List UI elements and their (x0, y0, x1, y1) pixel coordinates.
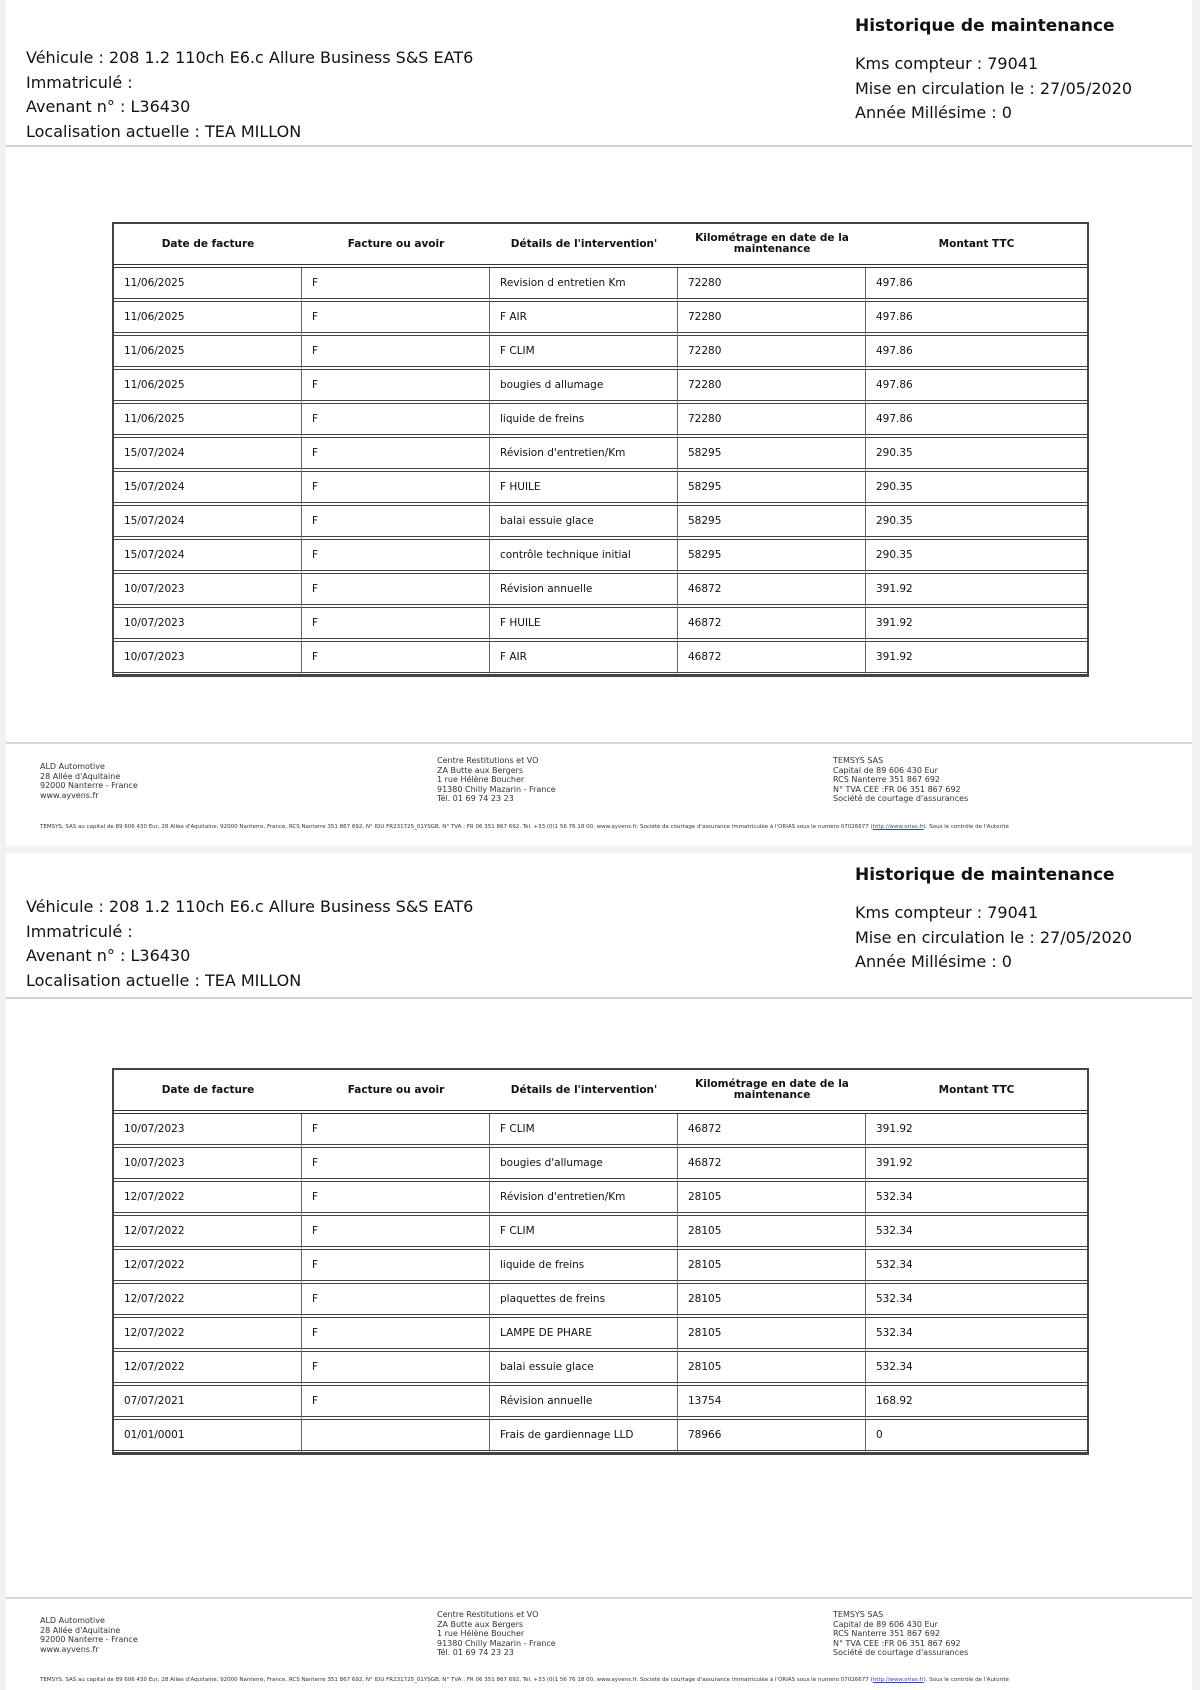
cell-details: liquide de freins (490, 1250, 678, 1284)
maintenance-table (112, 222, 1089, 677)
cell-details: balai essuie glace (490, 1352, 678, 1386)
cell-type: F (302, 540, 490, 574)
cell-mileage: 46872 (678, 642, 866, 675)
footer-line: Société de courtage d'assurances (833, 1648, 969, 1657)
cell-type: F (302, 438, 490, 472)
footer-line: Tél. 01 69 74 23 23 (437, 1648, 514, 1657)
cell-amount: 290.35 (866, 472, 1087, 506)
cell-date: 12/07/2022 (114, 1352, 302, 1386)
footer-broker (833, 1610, 968, 1658)
footer-line: TEMSYS SAS (833, 1610, 884, 1619)
page-header (6, 853, 1192, 999)
cell-amount: 532.34 (866, 1318, 1087, 1352)
orias-link[interactable]: http://www.orias.fr (872, 824, 924, 830)
header-mileage: Kilométrage en date de la maintenance (678, 224, 866, 268)
footer-line: 28 Allée d'Aquitaine (40, 1625, 121, 1635)
footer-company (40, 762, 138, 800)
cell-type: F (302, 1284, 490, 1318)
footer-line: Capital de 89 606 430 Eur (833, 765, 938, 775)
cell-amount: 290.35 (866, 438, 1087, 472)
header-amount: Montant TTC (866, 224, 1087, 268)
table-row (114, 1114, 1087, 1148)
table-row (114, 1284, 1087, 1318)
cell-mileage: 28105 (678, 1216, 866, 1250)
cell-date: 10/07/2023 (114, 608, 302, 642)
header-details: Détails de l'intervention' (490, 1070, 678, 1114)
cell-details: Révision annuelle (490, 1386, 678, 1420)
cell-date: 11/06/2025 (114, 268, 302, 302)
cell-mileage: 13754 (678, 1386, 866, 1420)
vehicle-location: Localisation actuelle : TEA MILLON (26, 121, 302, 141)
odometer: Kms compteur : 79041 (855, 54, 1039, 73)
cell-amount: 290.35 (866, 540, 1087, 574)
cell-date: 12/07/2022 (114, 1250, 302, 1284)
cell-date: 15/07/2024 (114, 540, 302, 574)
maintenance-summary (855, 16, 1132, 126)
footer-line: RCS Nanterre 351 867 692 (833, 1629, 941, 1638)
document-page-1 (6, 0, 1192, 846)
registration-date: Mise en circulation le : 27/05/2020 (855, 927, 1133, 947)
footer-line: 1 rue Hélène Boucher (437, 775, 525, 784)
cell-mileage: 78966 (678, 1420, 866, 1453)
cell-mileage: 72280 (678, 370, 866, 404)
footer-line: 91380 Chilly Mazarin - France (437, 784, 556, 794)
table-row (114, 608, 1087, 642)
header-date: Date de facture (114, 224, 302, 268)
footer-line: Centre Restitutions et VO (437, 756, 539, 765)
table-row (114, 336, 1087, 370)
cell-mileage: 72280 (678, 336, 866, 370)
footer-line: 91380 Chilly Mazarin - France (437, 1638, 556, 1648)
header-date: Date de facture (114, 1070, 302, 1114)
footer-line: ZA Butte aux Bergers (437, 1619, 524, 1629)
cell-amount: 532.34 (866, 1182, 1087, 1216)
footer-line: www.ayvens.fr (40, 1644, 99, 1654)
cell-type (302, 1420, 490, 1453)
cell-date: 10/07/2023 (114, 574, 302, 608)
cell-details: contrôle technique initial (490, 540, 678, 574)
cell-mileage: 28105 (678, 1182, 866, 1216)
footer-broker (833, 756, 968, 804)
cell-mileage: 28105 (678, 1352, 866, 1386)
cell-date: 01/01/0001 (114, 1420, 302, 1453)
cell-date: 15/07/2024 (114, 472, 302, 506)
cell-details: liquide de freins (490, 404, 678, 438)
cell-date: 10/07/2023 (114, 1114, 302, 1148)
orias-link[interactable]: http://www.orias.fr (872, 1677, 924, 1683)
table-row (114, 404, 1087, 438)
registration-date: Mise en circulation le : 27/05/2020 (855, 78, 1133, 98)
cell-amount: 391.92 (866, 574, 1087, 608)
vehicle-info (26, 46, 473, 144)
cell-date: 07/07/2021 (114, 1386, 302, 1420)
cell-amount: 532.34 (866, 1284, 1087, 1318)
cell-type: F (302, 404, 490, 438)
header-type: Facture ou avoir (302, 1070, 490, 1114)
cell-date: 15/07/2024 (114, 438, 302, 472)
vehicle-model: Véhicule : 208 1.2 110ch E6.c Allure Business S&S EAT6 (26, 48, 474, 67)
cell-date: 12/07/2022 (114, 1318, 302, 1352)
cell-date: 12/07/2022 (114, 1284, 302, 1318)
footer-restitution-center (437, 1610, 556, 1658)
table-row (114, 472, 1087, 506)
cell-type: F (302, 1182, 490, 1216)
cell-type: F (302, 1352, 490, 1386)
footer-line: Tél. 01 69 74 23 23 (437, 794, 514, 803)
footer-line: 92000 Nanterre - France (40, 1635, 138, 1644)
footer-line: 28 Allée d'Aquitaine (40, 771, 121, 781)
header-mileage: Kilométrage en date de la maintenance (678, 1070, 866, 1114)
cell-mileage: 58295 (678, 438, 866, 472)
table-row (114, 642, 1087, 675)
cell-details: Frais de gardiennage LLD (490, 1420, 678, 1453)
footer-restitution-center (437, 756, 556, 804)
cell-amount: 391.92 (866, 1148, 1087, 1182)
cell-amount: 391.92 (866, 608, 1087, 642)
cell-mileage: 46872 (678, 574, 866, 608)
cell-type: F (302, 472, 490, 506)
header-amount: Montant TTC (866, 1070, 1087, 1114)
cell-mileage: 72280 (678, 268, 866, 302)
footer-line: RCS Nanterre 351 867 692 (833, 775, 941, 784)
cell-details: bougies d'allumage (490, 1148, 678, 1182)
cell-details: balai essuie glace (490, 506, 678, 540)
table-row (114, 1386, 1087, 1420)
table-row (114, 1216, 1087, 1250)
table-row (114, 1420, 1087, 1453)
cell-amount: 168.92 (866, 1386, 1087, 1420)
cell-date: 15/07/2024 (114, 506, 302, 540)
cell-date: 11/06/2025 (114, 370, 302, 404)
cell-details: Revision d entretien Km (490, 268, 678, 302)
maintenance-table (112, 1068, 1089, 1455)
footer-line: ALD Automotive (40, 1616, 105, 1625)
footer-legal-text: TEMSYS, SAS au capital de 89 606 430 Eur, 28 Allée d'Aquitaine, 92000 Nanterre, France, RCS Nanterre 351 867 692, N° IDU FR231725_01YSGB, N° TVA : FR 06 351 867 692, Tél. +33 (0)1 56 76 18 00, www.ayvens.fr. Société de courtage d'assurance immatriculée à l'ORIAS sous le numéro 07026677 (http://www.orias.fr). Sous le contrôle de l'Autorité (40, 1677, 1009, 1683)
footer-line: 92000 Nanterre - France (40, 781, 138, 790)
cell-amount: 497.86 (866, 404, 1087, 438)
cell-details: plaquettes de freins (490, 1284, 678, 1318)
cell-date: 10/07/2023 (114, 642, 302, 675)
cell-type: F (302, 1148, 490, 1182)
table-row (114, 1250, 1087, 1284)
cell-mileage: 58295 (678, 540, 866, 574)
cell-details: F CLIM (490, 1216, 678, 1250)
page-title: Historique de maintenance (855, 16, 1115, 36)
cell-amount: 497.86 (866, 302, 1087, 336)
page-title: Historique de maintenance (855, 865, 1115, 885)
cell-mileage: 28105 (678, 1284, 866, 1318)
footer-line: N° TVA CEE :FR 06 351 867 692 (833, 784, 961, 794)
footer-line: TEMSYS SAS (833, 756, 884, 765)
cell-amount: 497.86 (866, 336, 1087, 370)
vehicle-info (26, 895, 473, 993)
footer-company (40, 1616, 138, 1654)
cell-type: F (302, 370, 490, 404)
footer-line: Centre Restitutions et VO (437, 1610, 539, 1619)
cell-details: F AIR (490, 642, 678, 675)
table-row (114, 1148, 1087, 1182)
cell-type: F (302, 506, 490, 540)
cell-type: F (302, 1114, 490, 1148)
cell-type: F (302, 302, 490, 336)
footer-line: Société de courtage d'assurances (833, 794, 969, 803)
table-header-row (114, 224, 1087, 268)
vehicle-location: Localisation actuelle : TEA MILLON (26, 970, 302, 990)
cell-details: F HUILE (490, 472, 678, 506)
model-year: Année Millésime : 0 (855, 103, 1012, 122)
cell-date: 11/06/2025 (114, 336, 302, 370)
cell-mileage: 28105 (678, 1318, 866, 1352)
cell-amount: 497.86 (866, 370, 1087, 404)
cell-amount: 290.35 (866, 506, 1087, 540)
cell-details: Révision annuelle (490, 574, 678, 608)
table-row (114, 1318, 1087, 1352)
cell-details: LAMPE DE PHARE (490, 1318, 678, 1352)
odometer: Kms compteur : 79041 (855, 903, 1039, 922)
cell-amount: 532.34 (866, 1216, 1087, 1250)
cell-details: Révision d'entretien/Km (490, 438, 678, 472)
model-year: Année Millésime : 0 (855, 952, 1012, 971)
cell-date: 12/07/2022 (114, 1216, 302, 1250)
table-row (114, 370, 1087, 404)
cell-details: F CLIM (490, 1114, 678, 1148)
cell-mileage: 46872 (678, 1114, 866, 1148)
footer-divider (6, 1597, 1192, 1599)
cell-details: Révision d'entretien/Km (490, 1182, 678, 1216)
cell-details: bougies d allumage (490, 370, 678, 404)
cell-type: F (302, 1216, 490, 1250)
vehicle-model: Véhicule : 208 1.2 110ch E6.c Allure Business S&S EAT6 (26, 897, 474, 916)
cell-details: F HUILE (490, 608, 678, 642)
vehicle-amendment: Avenant n° : L36430 (26, 946, 191, 965)
cell-amount: 497.86 (866, 268, 1087, 302)
cell-mileage: 58295 (678, 506, 866, 540)
cell-amount: 0 (866, 1420, 1087, 1453)
cell-mileage: 72280 (678, 302, 866, 336)
cell-date: 11/06/2025 (114, 404, 302, 438)
cell-type: F (302, 608, 490, 642)
footer-line: 1 rue Hélène Boucher (437, 1629, 525, 1638)
table-row (114, 506, 1087, 540)
footer-line: www.ayvens.fr (40, 790, 99, 800)
vehicle-registration: Immatriculé : (26, 72, 133, 92)
cell-type: F (302, 336, 490, 370)
cell-amount: 391.92 (866, 1114, 1087, 1148)
cell-mileage: 72280 (678, 404, 866, 438)
cell-type: F (302, 574, 490, 608)
cell-amount: 532.34 (866, 1250, 1087, 1284)
footer-line: N° TVA CEE :FR 06 351 867 692 (833, 1638, 961, 1648)
cell-mileage: 46872 (678, 608, 866, 642)
cell-amount: 532.34 (866, 1352, 1087, 1386)
cell-mileage: 46872 (678, 1148, 866, 1182)
maintenance-summary (855, 865, 1132, 975)
cell-amount: 391.92 (866, 642, 1087, 675)
table-row (114, 1352, 1087, 1386)
vehicle-amendment: Avenant n° : L36430 (26, 97, 191, 116)
cell-type: F (302, 1250, 490, 1284)
table-row (114, 438, 1087, 472)
cell-type: F (302, 1318, 490, 1352)
footer-line: ALD Automotive (40, 762, 105, 771)
page-header (6, 0, 1192, 147)
table-row (114, 302, 1087, 336)
cell-details: F CLIM (490, 336, 678, 370)
cell-type: F (302, 1386, 490, 1420)
vehicle-registration: Immatriculé : (26, 921, 133, 941)
table-row (114, 574, 1087, 608)
footer-line: Capital de 89 606 430 Eur (833, 1619, 938, 1629)
cell-type: F (302, 268, 490, 302)
footer-line: ZA Butte aux Bergers (437, 765, 524, 775)
cell-mileage: 58295 (678, 472, 866, 506)
table-header-row (114, 1070, 1087, 1114)
header-details: Détails de l'intervention' (490, 224, 678, 268)
cell-mileage: 28105 (678, 1250, 866, 1284)
table-row (114, 268, 1087, 302)
cell-date: 11/06/2025 (114, 302, 302, 336)
cell-date: 12/07/2022 (114, 1182, 302, 1216)
table-row (114, 1182, 1087, 1216)
footer-divider (6, 742, 1192, 744)
cell-date: 10/07/2023 (114, 1148, 302, 1182)
table-row (114, 540, 1087, 574)
cell-type: F (302, 642, 490, 675)
cell-details: F AIR (490, 302, 678, 336)
footer-legal-text: TEMSYS, SAS au capital de 89 606 430 Eur, 28 Allée d'Aquitaine, 92000 Nanterre, France, RCS Nanterre 351 867 692, N° IDU FR231725_01YSGB, N° TVA : FR 06 351 867 692, Tél. +33 (0)1 56 76 18 00, www.ayvens.fr. Société de courtage d'assurance immatriculée à l'ORIAS sous le numéro 07026677 (http://www.orias.fr). Sous le contrôle de l'Autorité (40, 824, 1009, 830)
header-type: Facture ou avoir (302, 224, 490, 268)
document-page-2 (6, 853, 1192, 1690)
